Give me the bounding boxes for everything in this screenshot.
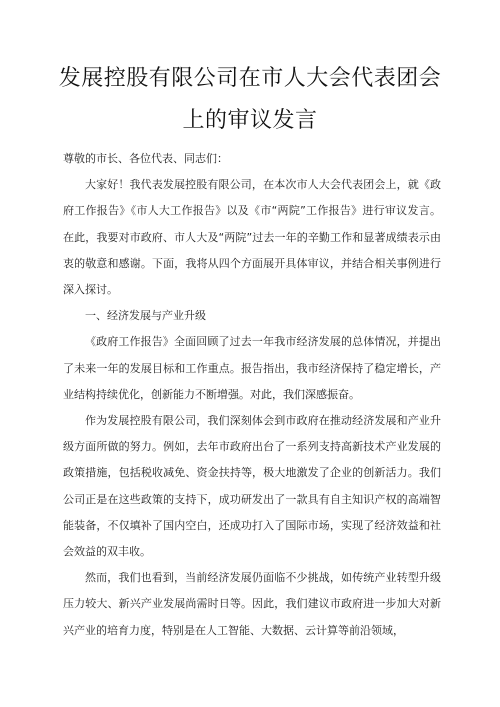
document-title-line-2: 上的审议发言: [182, 108, 318, 133]
salutation: 尊敬的市长、各位代表、同志们：: [63, 152, 228, 165]
document-title-line-1: 发展控股有限公司在市人大会代表团会: [58, 66, 442, 91]
paragraph-report-review: 《政府工作报告》全面回顾了过去一年我市经济发展的总体情况，并提出了未来一年的发展目标和工作重点。报告指出，我市经济保持了稳定增长，产业结构持续优化，创新能力不断增强。对此，我们深感振奋。: [63, 335, 441, 401]
paragraph-challenges: 然而，我们也看到，当前经济发展仍面临不少挑战，如传统产业转型升级压力较大、新兴产业发展尚需时日等。因此，我们建议市政府进一步加大对新兴产业的培育力度，特别是在人工智能、大数据、云计算等前沿领域，: [63, 571, 441, 637]
document-body: [63, 146, 441, 644]
section-heading-1: 一、经济发展与产业升级: [85, 309, 206, 323]
paragraph-intro: 大家好！我代表发展控股有限公司，在本次市人大会代表团会上，就《政府工作报告》《市人大工作报告》以及《市“两院”工作报告》进行审议发言。在此，我要对市政府、市人大及“两院”过去一年的辛勤工作和显著成绩表示由衷的敬意和感谢。下面，我将从四个方面展开具体审议，并结合相关事例进行深入探讨。: [63, 178, 441, 297]
paragraph-company-experience: 作为发展控股有限公司，我们深刻体会到市政府在推动经济发展和产业升级方面所做的努力。例如，去年市政府出台了一系列支持高新技术产业发展的政策措施，包括税收减免、资金扶持等，极大地激发了企业的创新活力。我们公司正是在这些政策的支持下，成功研发出了一款具有自主知识产权的高端智能装备，不仅填补了国内空白，还成功打入了国际市场，实现了经济效益和社会效益的双丰收。: [63, 414, 441, 559]
